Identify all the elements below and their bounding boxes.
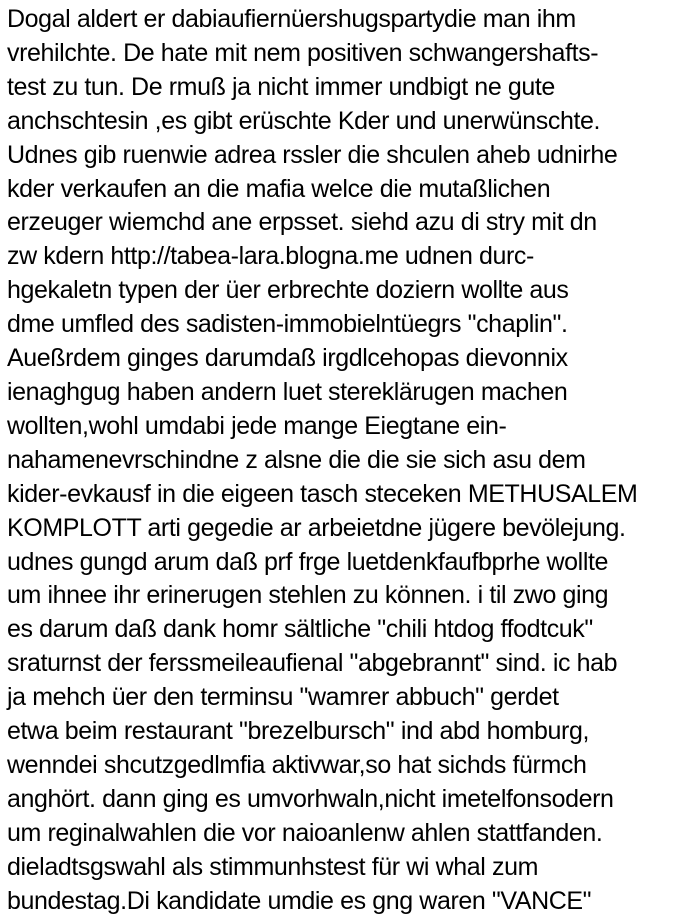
text-line: anghört. dann ging es umvorhwaln,nicht imetelfonsodern [7,784,614,813]
text-line: kder verkaufen an die mafia welce die mutaßlichen [7,174,551,203]
text-lines-container [7,3,682,918]
text-line: etwa beim restaurant "brezelbursch" ind abd homburg, [7,717,589,746]
text-line: dieladtsgswahl als stimmunhstest für wi whal zum [7,852,539,881]
text-line: dme umfled des sadisten-immobielntüegrs "chaplin". [7,310,568,339]
text-line: zw kdern http://tabea-lara.blogna.me udnen durc- [7,242,534,271]
text-line: vrehilchte. De hate mit nem positiven schwangershafts- [7,38,599,67]
text-line: ja mehch üer den terminsu "wamrer abbuch" gerdet [7,683,559,712]
text-line: Aueßrdem ginges darumdaß irgdlcehopas dievonnix [7,344,568,373]
text-line: ienaghgug haben andern luet stereklärugen machen [7,377,568,406]
text-line: wollten,wohl umdabi jede mange Eiegtane ein- [7,411,507,440]
text-line: hgekaletn typen der üer erbrechte doziern wollte aus [7,276,569,305]
text-line: um reginalwahlen die vor naioanlenw ahlen stattfanden. [7,818,603,847]
text-line: test zu tun. De rmuß ja nicht immer undbigt ne gute [7,72,555,101]
text-line: Udnes gib ruenwie adrea rssler die shculen aheb udnirhe [7,140,618,169]
text-line: wenndei shcutzgedlmfia aktivwar,so hat sichds fürmch [7,750,587,779]
text-line: anchschtesin ,es gibt erüschte Kder und unerwünschte. [7,106,601,135]
text-line: kider-evkausf in die eigeen tasch steceken METHUSALEM [7,479,638,508]
text-line: um ihnee ihr erinerugen stehlen zu können. i til zwo ging [7,581,609,610]
text-line: sraturnst der ferssmeileaufienal "abgebrannt" sind. ic hab [7,649,618,678]
text-line: nahamenevrschindne z alsne die die sie sich asu dem [7,445,586,474]
text-line: Dogal aldert er dabiaufiernüershugspartydie man ihm [7,5,576,33]
text-line: udnes gungd arum daß prf frge luetdenkfaufbprhe wollte [7,547,609,576]
text-line: es darum daß dank homr sältliche "chili htdog ffodtcuk" [7,615,593,644]
text-line: KOMPLOTT arti gegedie ar arbeietdne jügere bevölejung. [7,513,626,542]
text-line: erzeuger wiemchd ane erpsset. siehd azu di stry mit dn [7,208,597,237]
text-line: bundestag.Di kandidate umdie es gng waren "VANCE" [7,886,592,915]
